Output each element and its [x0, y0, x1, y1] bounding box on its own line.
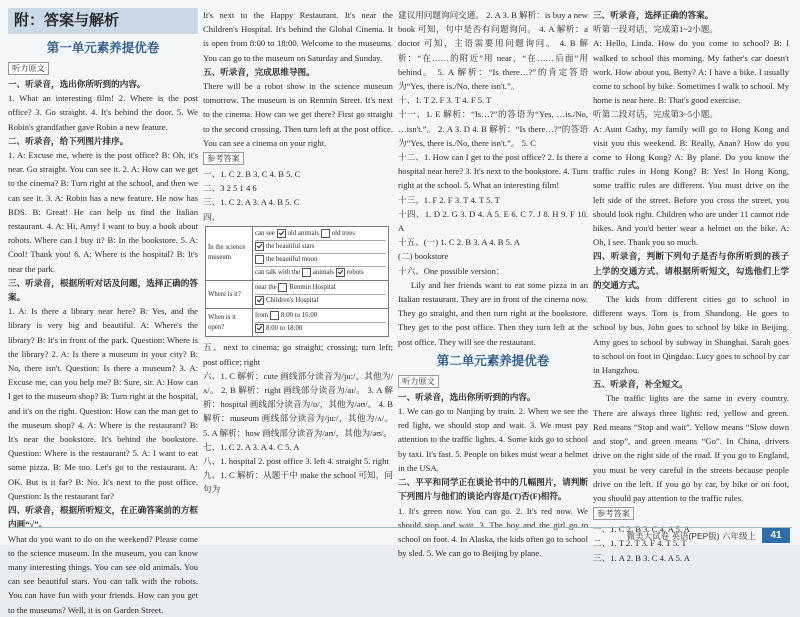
c1-text-2: 1. A: Excuse me, where is the post office? B: Oh, it's near. Go straight. You can see it. 2. A: How can we get to the cinema? B: Turn right at the school, and then we can see it. 3. A: Robin has a new feature. He now has BDS. B: Great! He can help us find the Italian restaurant. 4. A: Hi, Amy! I want to buy a book about robots. Where can I buy it? B: In the bookstore. 5. A: Cool! Thank you! 6. A: Where is the hospital? B: It's near the park. — [8, 150, 198, 274]
c1-text-1: 1. What an interesting film! 2. Where is the post office? 3. Go straight. 4. It's behind the door. 5. We Robin's grandfather gave Robin a new feature. — [8, 93, 198, 132]
checked-box-icon — [255, 324, 264, 333]
can-talk-label: can talk with the — [255, 269, 301, 277]
option-beautiful-stars: the beautiful stars — [266, 242, 315, 250]
c2-answer-9: 九、1. C 解析：从题干中 make the school 可知，问句为 — [203, 470, 393, 495]
checked-box-icon — [277, 229, 286, 238]
option-renmin-hospital: Renmin Hospital — [289, 284, 336, 292]
option-old-animals: old animals — [287, 229, 320, 237]
c2-heading-1: 五、听录音，完成思维导图。 — [203, 66, 315, 77]
from-label: from — [255, 312, 269, 320]
column-2 — [203, 8, 393, 523]
c1-heading-3: 三、听录音，根据所听对话及问题，选择正确的答案。 — [8, 277, 198, 303]
empty-box-icon — [278, 283, 287, 292]
option-line-2 — [255, 241, 386, 254]
c2-answer-6: 六、1. C 解析：cute 画线部分读音为/ju:/，其他为/ʌ/。 2. B 解析：right 画线部分读音为/aɪ/。 3. A 解析：hospital 画线部分读音为/ɒ/，其他为/əʊ/。 4. B 解析：museum 画线部分读音为/ju:/，其他为/ʌ/。 5. A 解析：how 画线部分读音为/aʊ/，其他为/əʊ/。 — [203, 370, 393, 438]
page-title: 附：答案与解析 — [8, 8, 198, 34]
c4-answer-3: 三、1. A 2. B 3. C 4. A 5. A — [593, 552, 690, 563]
c4-text-5: The kids from different cities go to school in different ways. Tom is from Shandong. He goes to school by bus. John goes to school by bike in Beijing. Amy goes to school by subway in Shanghai. Sarah goes to school on foot in Qingdao. Lucy goes to school by car in Hangzhou. — [593, 294, 789, 376]
option-childrens-hospital: Children's Hospital — [266, 297, 319, 305]
c4-text-1: 听第一段对话，完成第1~2小题。 — [593, 24, 718, 35]
c1-text-3: 1. A: Is there a library near here? B: Yes, and the library is very big and beautiful. A: Where's the library? B: It's in front of the park. Question: Where is the library? 2. A: Is there a museum in your city? B: No, there isn't. Question: Is there a museum? 3. A: Excuse me, can you help me? B: Sure, sir. A: How can I get to the museum shop? B: Turn right at the hospital, and it's on the right. Question: How can the man get to the museum shop? 4. A: Where is the restaurant? B: It's near the bookstore. It's behind the bookstore. Question: Where is the restaurant? 5. A: I want to eat some pizza. B: Me too. Let's go to the restaurant. A: OK. But is it far? B: No. It's next to the post office. Question: Is the restaurant far? — [8, 306, 199, 501]
option-line-5 — [255, 282, 386, 295]
checked-box-icon — [255, 296, 264, 305]
when-options — [253, 309, 389, 337]
section-tag-answers-2: 参考答案 — [593, 507, 634, 520]
unit-2-title: 第二单元素养提优卷 — [436, 353, 550, 368]
c2-answer-1: 一、1. C 2. B 3. C 4. B 5. C — [203, 169, 301, 180]
c3-text-9: 十六、One possible version： — [398, 265, 505, 276]
option-animals: animals — [312, 269, 334, 277]
c2-answer-7: 七、1. C 2. A 3. A 4. C 5. A — [203, 441, 300, 452]
option-robots: robots — [346, 269, 364, 277]
c2-answer-8: 八、1. hospital 2. post office 3. left 4. straight 5. right — [203, 455, 389, 466]
c3-text-3: 十一、1. E 解析：“Is…?”的答语为“Yes, …is./No, …isn't.”。 2. A 3. D 4. B 解析：“Is there…?”的答语为“Yes, there is./No, there isn't.”。 5. C — [398, 109, 588, 148]
c4-text-3: 听第二段对话，完成第3~5小题。 — [593, 109, 718, 120]
c1-heading-4: 四、听录音，根据所听短文，在正确答案前的方框内画“√”。 — [8, 505, 198, 530]
c3-text-10: Lily and her friends want to eat some pizza in an Italian restaurant. They are in front of the cinema now. They go straight, and then turn right at the bookstore. They get to the post office. Then they turn left at the post office. They will see the restaurant. — [398, 279, 588, 347]
c2-answer-5: 五、next to cinema; go straight; crossing; turn left; post office; right — [203, 342, 393, 367]
option-8-to-18: 8:00 to 18:00 — [266, 325, 303, 333]
c4-answer-1: 一、1. C 2. B 3. C 4. A 5. A — [593, 524, 690, 535]
c4-heading-2: 四、听录音，判断下列句子是否与你所听到的孩子上学的交通方式、请根据所听短文，勾选他们上学的交通方式。 — [593, 251, 789, 290]
section-tag-listening: 听力原文 — [8, 62, 49, 75]
c3-heading-2: 二、平平和同学正在谈论书中的几幅图片，请判断下列图片与他们的谈论内容是(T)否(F)相符。 — [398, 477, 588, 502]
column-1 — [8, 8, 199, 615]
empty-box-icon — [270, 311, 279, 320]
checked-box-icon — [336, 268, 345, 277]
can-see-label: can see — [255, 229, 275, 237]
checked-box-icon — [255, 242, 264, 251]
row-label-when: When is it open? — [206, 309, 253, 337]
c3-text-5: 十三、1. F 2. F 3. T 4. T 5. T — [398, 194, 500, 205]
option-line-3 — [255, 254, 386, 267]
footer-rule — [8, 527, 792, 528]
page-footer — [0, 525, 800, 545]
section-tag-listening-2: 听力原文 — [398, 375, 439, 388]
unit-1-title: 第一单元素养提优卷 — [46, 41, 160, 55]
c3-text-11: 1. We can go to Nanjing by train. 2. When we see the red light, we should stop and wait. 3. We must pay attention to the traffic lights. 4. Some kids go to school by taxi. It's fast. 5. People on bikes must wear a helmet in the USA. — [398, 406, 588, 473]
page-number: 41 — [762, 528, 790, 543]
option-beautiful-moon: the beautiful moon — [266, 256, 318, 264]
row-label-museum: In the science museum — [206, 226, 253, 280]
c2-answer-3: 三、1. C 2. A 3. A 4. B 5. C — [203, 197, 300, 208]
c3-text-1: 建议用问题询问交通。 2. A 3. B 解析：is buy a new book 可知，句中是否有问题询问。 4. A 解析：a doctor 可知，主语需要用问题询问。 4. B 解析：“在……的附近”用 near，“在……后面”用 behind。 5. A 解析：“Is there…?”的肯定答语为“Yes, there is./No, there isn't.”。 — [398, 10, 589, 92]
c2-text-1: It's next to the Happy Restaurant. It's near the Children's Hospital. It's behind the Global Cinema. It is open from 8:00 to 18:00. Welcome to the museums. You can go to the museum on Saturday and Sunday. — [203, 10, 393, 63]
option-line-8 — [255, 323, 386, 335]
where-options — [253, 281, 389, 309]
c2-answer-2: 二、3 2 5 1 4 6 — [203, 183, 257, 194]
c4-heading-1: 三、听录音，选择正确的答案。 — [593, 10, 714, 20]
c3-text-12: 1. It's green now. You can go. 2. It's red now. We should stop and wait. 3. The boy and the girl go to school on foot. 4. In Alaska, the kids often go to school by sled. 5. We can go to Beijing by plane. — [398, 505, 588, 559]
museum-options — [253, 226, 389, 280]
option-line-4 — [255, 267, 386, 279]
mind-map-table — [205, 226, 389, 338]
c4-answer-2: 二、1. T 2. T 3. F 4. T 5. T — [593, 538, 687, 549]
c1-heading-1: 一、听录音，选出你所听到的内容。 — [8, 79, 146, 89]
c2-answer-4: 四、 — [203, 211, 221, 222]
option-8-to-16: 8:00 to 16:00 — [280, 312, 318, 320]
c3-text-4: 十二、1. How can I get to the post office? 2. Is there a hospital near here? 3. It's next to the bookstore. 4. Turn right at the school. 5. What an interesting film! — [398, 152, 588, 191]
option-old-trees: old trees — [331, 229, 355, 237]
near-the-label: near the — [255, 284, 277, 292]
c1-heading-2: 二、听录音，给下列图片排序。 — [8, 135, 129, 146]
c3-text-8: (二) bookstore — [398, 251, 449, 262]
option-line-6 — [255, 295, 386, 307]
section-tag-answers: 参考答案 — [203, 152, 244, 165]
c4-text-4: A: Aunt Cathy, my family will go to Hong Kong and visit you this weekend. B: Really, Anan? How do you come to Hong Kong? A: By plane. Do you know the traffic rules in Hong Kong? B: Yes! In Hong Kong, some traffic rules are different. You must drive on the left side of the street. Before you cross the street, you should look right. Children who are under 11 cannot ride bikes. And you'd better wear a helmet on the bike. A: Oh, I see. Thank you so much. — [593, 123, 789, 248]
c3-text-7: 十五、(一) 1. C 2. B 3. A 4. B 5. A — [398, 237, 520, 248]
footer-book-title: 微美大试卷 英语(PEP版) 六年级上 — [626, 531, 756, 541]
c2-text-2: There will be a robot show in the science museum tomorrow. The museum is on Renmin Street. It's next to the cinema. How can we get there? First go straight to the second crossing. Then turn left at the post office. You can see a cinema on your right. — [203, 81, 393, 148]
c3-heading-1: 一、听录音，选出你所听到的内容。 — [398, 391, 536, 402]
c3-text-6: 十四、1. D 2. G 3. D 4. A 5. E 6. C 7. J 8. H 9. F 10. A — [398, 208, 588, 234]
empty-box-icon — [302, 268, 311, 277]
c4-text-2: A: Hello, Linda. How do you come to school? B: I walked to school this morning. My father's car doesn't work. How about you, Betty? A: I have a bike. I usually come to school by bike. Sometimes I walk to school. My home is near here. B: That's good exercise. — [593, 38, 789, 106]
c4-text-6: The traffic lights are the same in every country. There are always three lights: red, yellow and green. Red means “Stop and wait”. Yellow means “Slow down and stop”, and green means “Go”. In China, drivers drive on the right side of the road. If you go to England, you must be very careful in the streets because people drive on the left. If you go by car, by bike or on foot, you should pay attention to the traffic rules. — [593, 393, 789, 503]
c3-text-2: 十、1. T 2. F 3. T 4. F 5. T — [398, 95, 492, 106]
option-line-7 — [255, 310, 386, 323]
row-label-where: Where is it? — [206, 281, 253, 309]
empty-box-icon — [255, 255, 264, 264]
c4-heading-3: 五、听录音，补全短文。 — [593, 379, 688, 390]
empty-box-icon — [321, 229, 330, 238]
c1-text-4: What do you want to do on the weekend? Please come to the science museum. In the museum, you can know many interesting things. You can see old animals. You can see beautiful stars. You can talk with the robots. You can have fun with your friends. How can you get to the museums? Well, it is on Garden Street. — [8, 533, 198, 615]
column-3 — [398, 8, 589, 559]
option-line-1 — [255, 228, 386, 241]
